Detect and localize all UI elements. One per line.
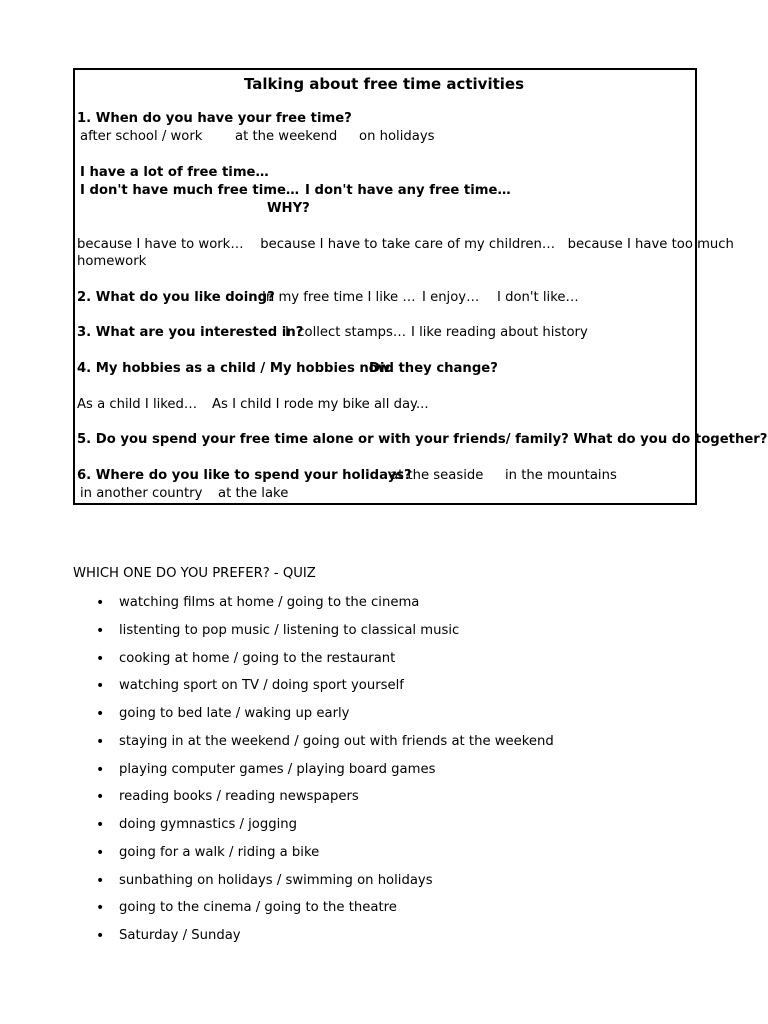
question-1: 1. When do you have your free time? xyxy=(77,111,352,126)
q2-option-free-time: In my free time I like … xyxy=(262,290,416,305)
quiz-item: watching films at home / going to the cinema xyxy=(119,595,420,610)
quiz-item: sunbathing on holidays / swimming on holidays xyxy=(119,873,433,888)
quiz-bullet: • xyxy=(96,817,105,833)
question-6: 6. Where do you like to spend your holidays? xyxy=(77,468,412,483)
quiz-item: cooking at home / going to the restaurant xyxy=(119,651,396,666)
quiz-bullet: • xyxy=(96,651,105,667)
quiz-item: doing gymnastics / jogging xyxy=(119,817,298,832)
quiz-bullet: • xyxy=(96,928,105,944)
q4-example-bike: As I child I rode my bike all day... xyxy=(212,397,429,412)
because-line-2: homework xyxy=(77,254,147,269)
question-2: 2. What do you like doing? xyxy=(77,290,275,305)
quiz-title: WHICH ONE DO YOU PREFER? - QUIZ xyxy=(73,566,316,581)
q1-option-weekend: at the weekend xyxy=(235,129,338,144)
statement-not-much-time: I don't have much free time… xyxy=(80,183,300,198)
statement-no-time: I don't have any free time… xyxy=(305,183,511,198)
q3-option-stamps: I collect stamps… xyxy=(285,325,407,340)
q3-option-history: I like reading about history xyxy=(411,325,588,340)
quiz-item: playing computer games / playing board games xyxy=(119,762,436,777)
quiz-item: going to bed late / waking up early xyxy=(119,706,350,721)
q1-option-after-school: after school / work xyxy=(80,129,203,144)
quiz-item: Saturday / Sunday xyxy=(119,928,241,943)
quiz-item: going for a walk / riding a bike xyxy=(119,845,320,860)
q6-option-mountains: in the mountains xyxy=(505,468,617,483)
q2-option-dont-like: I don't like… xyxy=(497,290,579,305)
question-3: 3. What are you interested in? xyxy=(77,325,304,340)
quiz-item: going to the cinema / going to the theatre xyxy=(119,900,397,915)
quiz-bullet: • xyxy=(96,873,105,889)
q6-option-seaside: at the seaside xyxy=(390,468,484,483)
question-5: 5. Do you spend your free time alone or with your friends/ family? What do you do together? xyxy=(77,432,768,447)
quiz-item: watching sport on TV / doing sport yourself xyxy=(119,678,404,693)
quiz-bullet: • xyxy=(96,845,105,861)
q6-option-lake: at the lake xyxy=(218,486,289,501)
question-4-followup: Did they change? xyxy=(369,361,498,376)
quiz-item: listenting to pop music / listening to classical music xyxy=(119,623,460,638)
quiz-bullet: • xyxy=(96,678,105,694)
quiz-bullet: • xyxy=(96,762,105,778)
quiz-item: reading books / reading newspapers xyxy=(119,789,359,804)
quiz-bullet: • xyxy=(96,900,105,916)
quiz-bullet: • xyxy=(96,623,105,639)
question-4: 4. My hobbies as a child / My hobbies now xyxy=(77,361,391,376)
quiz-bullet: • xyxy=(96,734,105,750)
quiz-bullet: • xyxy=(96,595,105,611)
q4-example-child: As a child I liked… xyxy=(77,397,198,412)
q2-option-enjoy: I enjoy… xyxy=(422,290,480,305)
quiz-bullet: • xyxy=(96,706,105,722)
statement-lot-of-time: I have a lot of free time… xyxy=(80,165,269,180)
because-line-1: because I have to work… because I have to take care of my children… because I have too much xyxy=(77,237,734,252)
q1-option-holidays: on holidays xyxy=(359,129,435,144)
quiz-item: staying in at the weekend / going out with friends at the weekend xyxy=(119,734,554,749)
worksheet-title: Talking about free time activities xyxy=(243,75,525,93)
why-label: WHY? xyxy=(267,201,310,216)
quiz-bullet: • xyxy=(96,789,105,805)
q6-option-another-country: in another country xyxy=(80,486,203,501)
